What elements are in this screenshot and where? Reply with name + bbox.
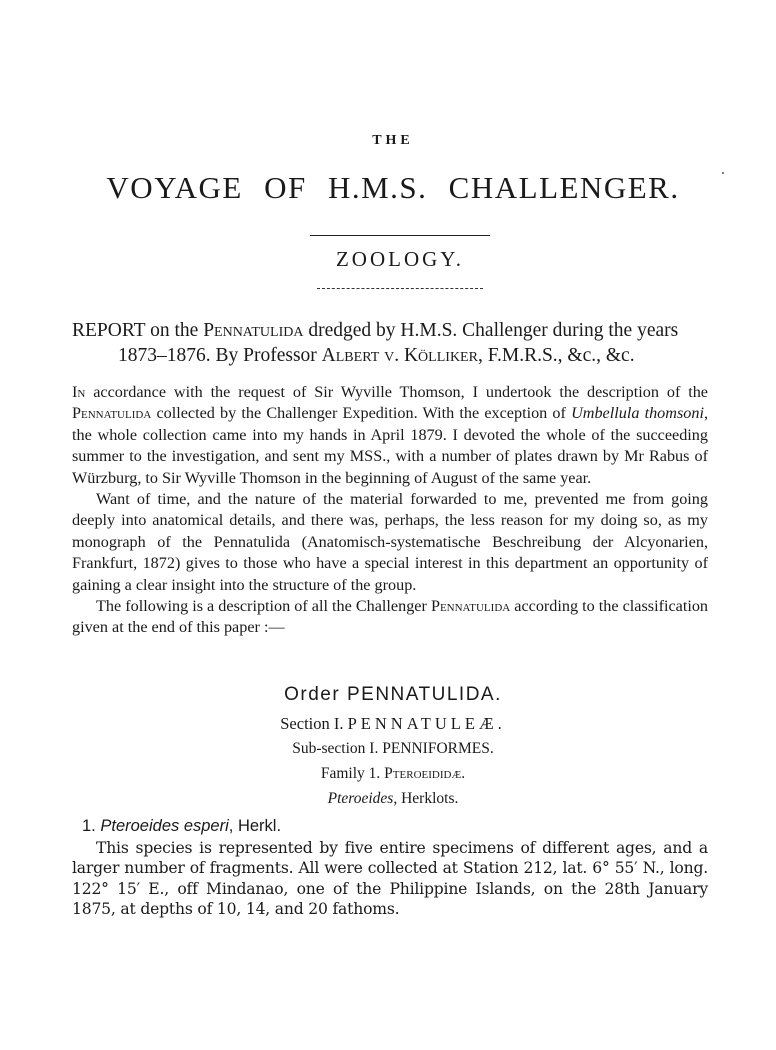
paragraph-3-taxon: Pennatulida — [430, 597, 511, 616]
section-name: PENNATULEÆ. — [347, 714, 506, 733]
report-line-2-end: , F.M.R.S., &c., &c. — [477, 345, 635, 366]
species-name: Pteroeides esperi — [100, 817, 229, 835]
paragraph-3-part-1: The following is a description of all the Challenger — [96, 597, 431, 616]
section-heading — [72, 714, 714, 734]
paragraph-1-part-3: , the whole collection came into my hands in April 1879. I devoted the whole of the succeeding summer to the investigation, and sent my MSS., with a number of plates drawn by Mr Rabus of Würzburg, to Sir Wyville Thomson in the beginning of August of the same year. — [72, 404, 708, 487]
heading-the: THE — [372, 133, 414, 148]
family-label: Family 1. — [320, 765, 385, 782]
paragraph-1-species: Umbellula thomsoni — [571, 404, 704, 423]
report-author: Albert v. Kölliker — [321, 345, 478, 366]
paragraph-3 — [72, 596, 708, 639]
species-author: , Herkl. — [228, 817, 282, 835]
report-line-1 — [72, 318, 708, 343]
report-subject: Pennatulida — [203, 320, 304, 341]
paragraph-1-part-2: collected by the Challenger Expedition. With the exception of — [151, 404, 572, 423]
species-number: 1. — [82, 817, 101, 835]
report-line-2-start: 1873–1876. By Professor — [118, 345, 322, 366]
drop-word: In — [72, 383, 86, 401]
subject-heading: ZOOLOGY. — [335, 247, 465, 271]
genus-heading — [72, 790, 714, 808]
species-description — [72, 838, 708, 919]
species-heading — [82, 817, 281, 836]
report-heading — [72, 318, 708, 368]
family-name: Pteroeididæ. — [384, 765, 466, 782]
print-speck — [722, 172, 724, 174]
subsection-heading: Sub-section I. PENNIFORMES. — [292, 740, 494, 757]
report-line-1-end: dredged by H.M.S. Challenger during the years — [303, 320, 679, 341]
paragraph-1-part-1: accordance with the request of Sir Wyville Thomson, I undertook the description of the — [85, 383, 708, 401]
paragraph-2: Want of time, and the nature of the material forwarded to me, prevented me from going deeply into anatomical details, and there was, perhaps, the less reason for my doing so, as my monograph of the Pennatulida (Anatomisch-systematische Beschreibung der Alcyonarien, Frankfurt, 1872) gives to those who have a special interest in this department an opportunity of gaining a clear insight into the structure of the group. — [72, 490, 708, 594]
report-line-2 — [72, 343, 708, 368]
divider-top — [310, 235, 490, 236]
species-paragraph: This species is represented by five entire specimens of different ages, and a larger number of fragments. All were collected at Station 212, lat. 6° 55′ N., long. 122° 15′ E., off Mindanao, one of the Philippine Islands, on the 28th January 1875, at depths of 10, 14, and 20 fathoms. — [72, 839, 708, 918]
paragraph-1 — [72, 382, 708, 489]
report-line-1-start: REPORT on the — [72, 320, 204, 341]
genus-author: , Herklots. — [393, 790, 459, 807]
paragraph-1-taxon: Pennatulida — [72, 404, 152, 423]
intro-text — [72, 382, 708, 639]
genus-name: Pteroeides — [327, 790, 394, 807]
paragraph-3-part-2: according to the classification given at the end of this paper :— — [72, 597, 709, 637]
section-label: Section I. — [280, 714, 348, 733]
divider-bottom — [317, 288, 483, 289]
family-heading — [72, 765, 714, 783]
page-title: VOYAGE OF H.M.S. CHALLENGER. — [106, 170, 680, 205]
order-heading: Order PENNATULIDA. — [284, 684, 502, 705]
